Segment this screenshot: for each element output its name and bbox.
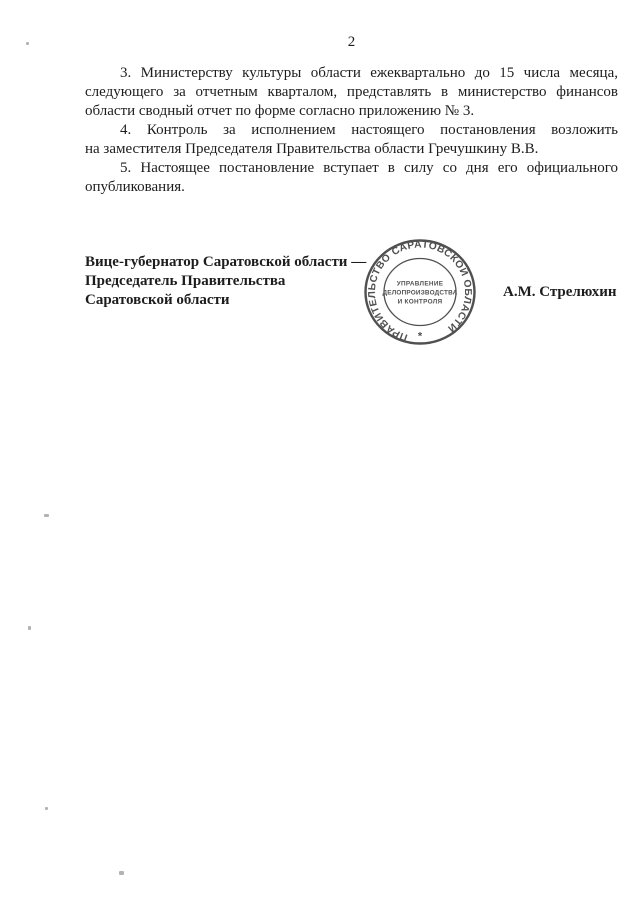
stamp-center-line: УПРАВЛЕНИЕ (396, 280, 444, 288)
paragraph (85, 121, 618, 159)
paragraph-line: опубликования. (85, 179, 185, 195)
signature-title-line: Вице-губернатор Саратовской области — (85, 254, 367, 270)
stamp-center-line: ДЕЛОПРОИЗВОДСТВА (382, 289, 458, 297)
paragraph (85, 159, 618, 197)
stamp-graphic (366, 239, 475, 343)
paragraph-line: на заместителя Председателя Правительства области Гречушкину В.В. (85, 141, 539, 157)
signature-title-line: Саратовской области (85, 292, 230, 308)
paragraph-line: следующего за отчетным кварталом, представлять в министерство финансов (85, 84, 618, 100)
paragraph (85, 64, 618, 121)
stamp-ring-text: ПРАВИТЕЛЬСТВО САРАТОВСКОЙ ОБЛАСТИ (366, 239, 474, 343)
page-number: 2 (347, 34, 356, 50)
signatory-name: А.М. Стрелюхин (503, 284, 617, 300)
signature-title-block (85, 253, 395, 310)
scan-artifact (45, 807, 48, 810)
paragraph-line: 5. Настоящее постановление вступает в силу со дня его официального (120, 160, 618, 176)
signature-title-line: Председатель Правительства (85, 273, 286, 289)
paragraph-line: 3. Министерству культуры области ежеквартально до 15 числа месяца, (120, 65, 618, 81)
official-round-stamp (362, 238, 478, 348)
scan-artifact (44, 514, 49, 517)
scan-artifact (26, 42, 29, 45)
scan-artifact (119, 871, 124, 875)
stamp-center-line: И КОНТРОЛЯ (397, 298, 443, 306)
document-body (85, 64, 618, 197)
paragraph-line: области сводный отчет по форме согласно приложению № 3. (85, 103, 475, 119)
stamp-star-icon: * (417, 330, 423, 343)
paragraph-line: 4. Контроль за исполнением настоящего постановления возложить (120, 122, 618, 138)
scan-artifact (28, 626, 31, 630)
